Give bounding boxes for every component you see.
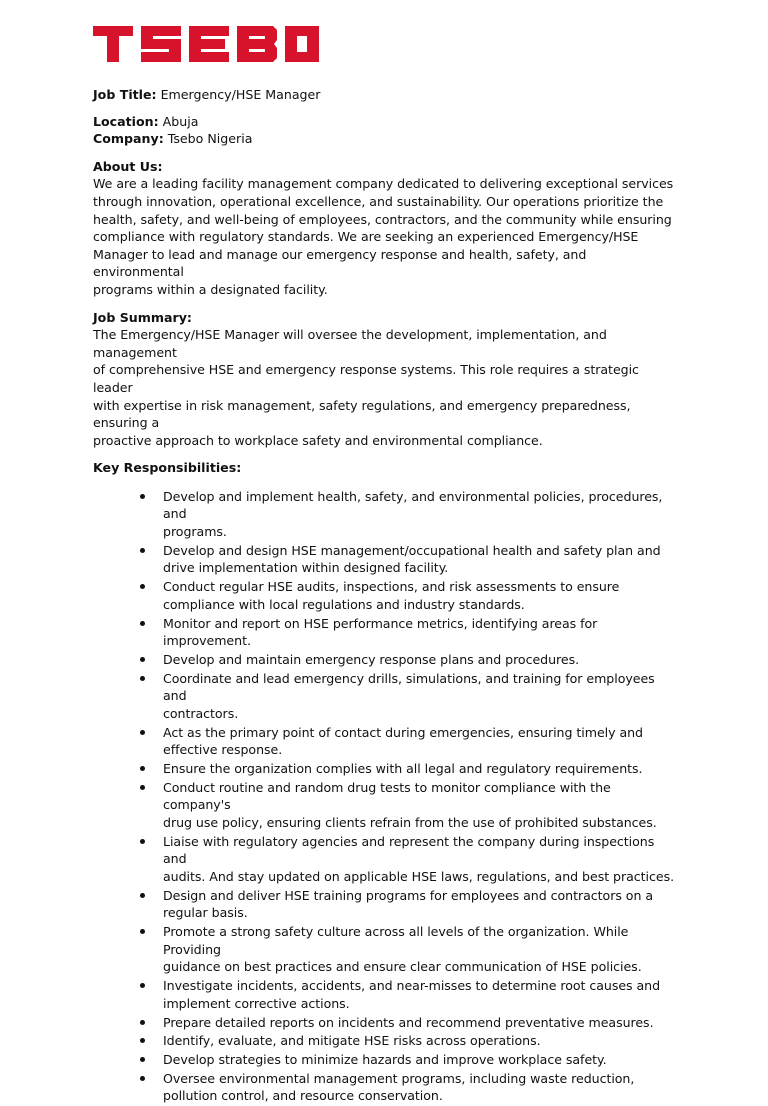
responsibility-item — [93, 833, 678, 886]
responsibility-item — [93, 923, 678, 976]
location-label: Location: — [93, 113, 159, 129]
summary-paragraph — [93, 326, 678, 449]
responsibility-line: contractors. — [163, 705, 239, 721]
responsibility-line: regular basis. — [163, 905, 248, 921]
bullet-icon — [140, 730, 145, 735]
responsibilities-list — [93, 488, 678, 1105]
responsibility-item — [93, 760, 678, 778]
bullet-icon — [140, 1038, 145, 1043]
responsibility-item — [93, 887, 678, 922]
about-paragraph — [93, 175, 678, 298]
responsibility-line: Oversee environmental management programs, including waste reduction, — [163, 1070, 635, 1086]
company-value: Tsebo Nigeria — [167, 131, 253, 147]
responsibility-line: Identify, evaluate, and mitigate HSE risks across operations. — [163, 1033, 541, 1049]
about-line: programs within a designated facility. — [93, 281, 328, 297]
bullet-icon — [140, 621, 145, 626]
responsibility-item — [93, 542, 678, 577]
about-heading: About Us: — [93, 158, 163, 174]
summary-line: proactive approach to workplace safety and environmental compliance. — [93, 432, 543, 448]
about-line: compliance with regulatory standards. We are seeking an experienced Emergency/HSE — [93, 229, 639, 245]
responsibility-item — [93, 1051, 678, 1069]
responsibility-line: compliance with local regulations and industry standards. — [163, 596, 525, 612]
responsibility-line: drive implementation within designed facility. — [163, 560, 449, 576]
responsibility-line: Promote a strong safety culture across all levels of the organization. While Providing — [163, 924, 629, 957]
responsibility-line: effective response. — [163, 742, 283, 758]
responsibility-item — [93, 670, 678, 723]
location-line — [93, 113, 678, 131]
bullet-icon — [140, 839, 145, 844]
bullet-icon — [140, 584, 145, 589]
responsibility-line: Prepare detailed reports on incidents and recommend preventative measures. — [163, 1014, 654, 1030]
bullet-icon — [140, 983, 145, 988]
responsibility-line: guidance on best practices and ensure clear communication of HSE policies. — [163, 959, 642, 975]
responsibility-line: Monitor and report on HSE performance metrics, identifying areas for improvement. — [163, 615, 598, 649]
responsibility-line: Coordinate and lead emergency drills, simulations, and training for employees and — [163, 670, 655, 704]
location-value: Abuja — [162, 113, 199, 129]
responsibility-item — [93, 578, 678, 613]
about-line: health, safety, and well-being of employees, contractors, and the community while ensuring — [93, 211, 672, 227]
company-line — [93, 130, 678, 148]
responsibility-line: Develop strategies to minimize hazards and improve workplace safety. — [163, 1052, 607, 1068]
responsibilities-heading: Key Responsibilities: — [93, 460, 242, 476]
summary-line: The Emergency/HSE Manager will oversee the development, implementation, and management — [93, 327, 607, 360]
responsibility-item — [93, 779, 678, 832]
company-label: Company: — [93, 131, 164, 147]
bullet-icon — [140, 676, 145, 681]
bullet-icon — [140, 494, 145, 499]
tsebo-logo-mark — [93, 25, 319, 63]
responsibility-item — [93, 615, 678, 650]
job-title-label: Job Title: — [93, 87, 157, 102]
responsibility-line: Liaise with regulatory agencies and represent the company during inspections and — [163, 833, 655, 867]
responsibility-line: programs. — [163, 524, 227, 540]
bullet-icon — [140, 1076, 145, 1081]
about-line: Manager to lead and manage our emergency response and health, safety, and environmental — [93, 246, 587, 280]
responsibility-item — [93, 977, 678, 1012]
responsibility-line: Conduct regular HSE audits, inspections, and risk assessments to ensure — [163, 579, 620, 595]
responsibility-line: Conduct routine and random drug tests to monitor compliance with the company's — [163, 779, 611, 813]
responsibility-item — [93, 488, 678, 541]
responsibility-line: Develop and implement health, safety, and environmental policies, procedures, and — [163, 488, 663, 522]
responsibility-line: Act as the primary point of contact during emergencies, ensuring timely and — [163, 724, 643, 740]
summary-line: of comprehensive HSE and emergency response systems. This role requires a strategic leader — [93, 362, 639, 395]
bullet-icon — [140, 929, 145, 934]
summary-heading: Job Summary: — [93, 309, 192, 325]
summary-line: with expertise in risk management, safety regulations, and emergency preparedness, ensuring a — [93, 397, 631, 431]
job-title-value: Emergency/HSE Manager — [160, 87, 321, 102]
responsibility-line: implement corrective actions. — [163, 995, 350, 1011]
tsebo-logo — [93, 24, 678, 64]
responsibility-line: audits. And stay updated on applicable HSE laws, regulations, and best practices. — [163, 869, 675, 885]
responsibility-line: Develop and maintain emergency response plans and procedures. — [163, 651, 580, 667]
responsibility-item — [93, 1070, 678, 1105]
job-title-line — [93, 86, 678, 104]
about-line: We are a leading facility management company dedicated to delivering exceptional services — [93, 176, 674, 192]
bullet-icon — [140, 766, 145, 771]
bullet-icon — [140, 893, 145, 898]
document-page — [93, 24, 678, 1106]
responsibility-item — [93, 1014, 678, 1032]
responsibility-line: Design and deliver HSE training programs for employees and contractors on a — [163, 887, 653, 903]
responsibility-line: Investigate incidents, accidents, and near-misses to determine root causes and — [163, 978, 661, 994]
about-line: through innovation, operational excellence, and sustainability. Our operations prioritize the — [93, 193, 664, 209]
responsibility-line: pollution control, and resource conservation. — [163, 1088, 443, 1104]
responsibility-line: Ensure the organization complies with all legal and regulatory requirements. — [163, 761, 643, 777]
bullet-icon — [140, 1057, 145, 1062]
bullet-icon — [140, 785, 145, 790]
responsibility-item — [93, 724, 678, 759]
bullet-icon — [140, 548, 145, 553]
responsibility-line: drug use policy, ensuring clients refrain from the use of prohibited substances. — [163, 815, 657, 831]
bullet-icon — [140, 657, 145, 662]
responsibility-line: Develop and design HSE management/occupational health and safety plan and — [163, 542, 661, 558]
responsibility-item — [93, 651, 678, 669]
responsibility-item — [93, 1032, 678, 1050]
